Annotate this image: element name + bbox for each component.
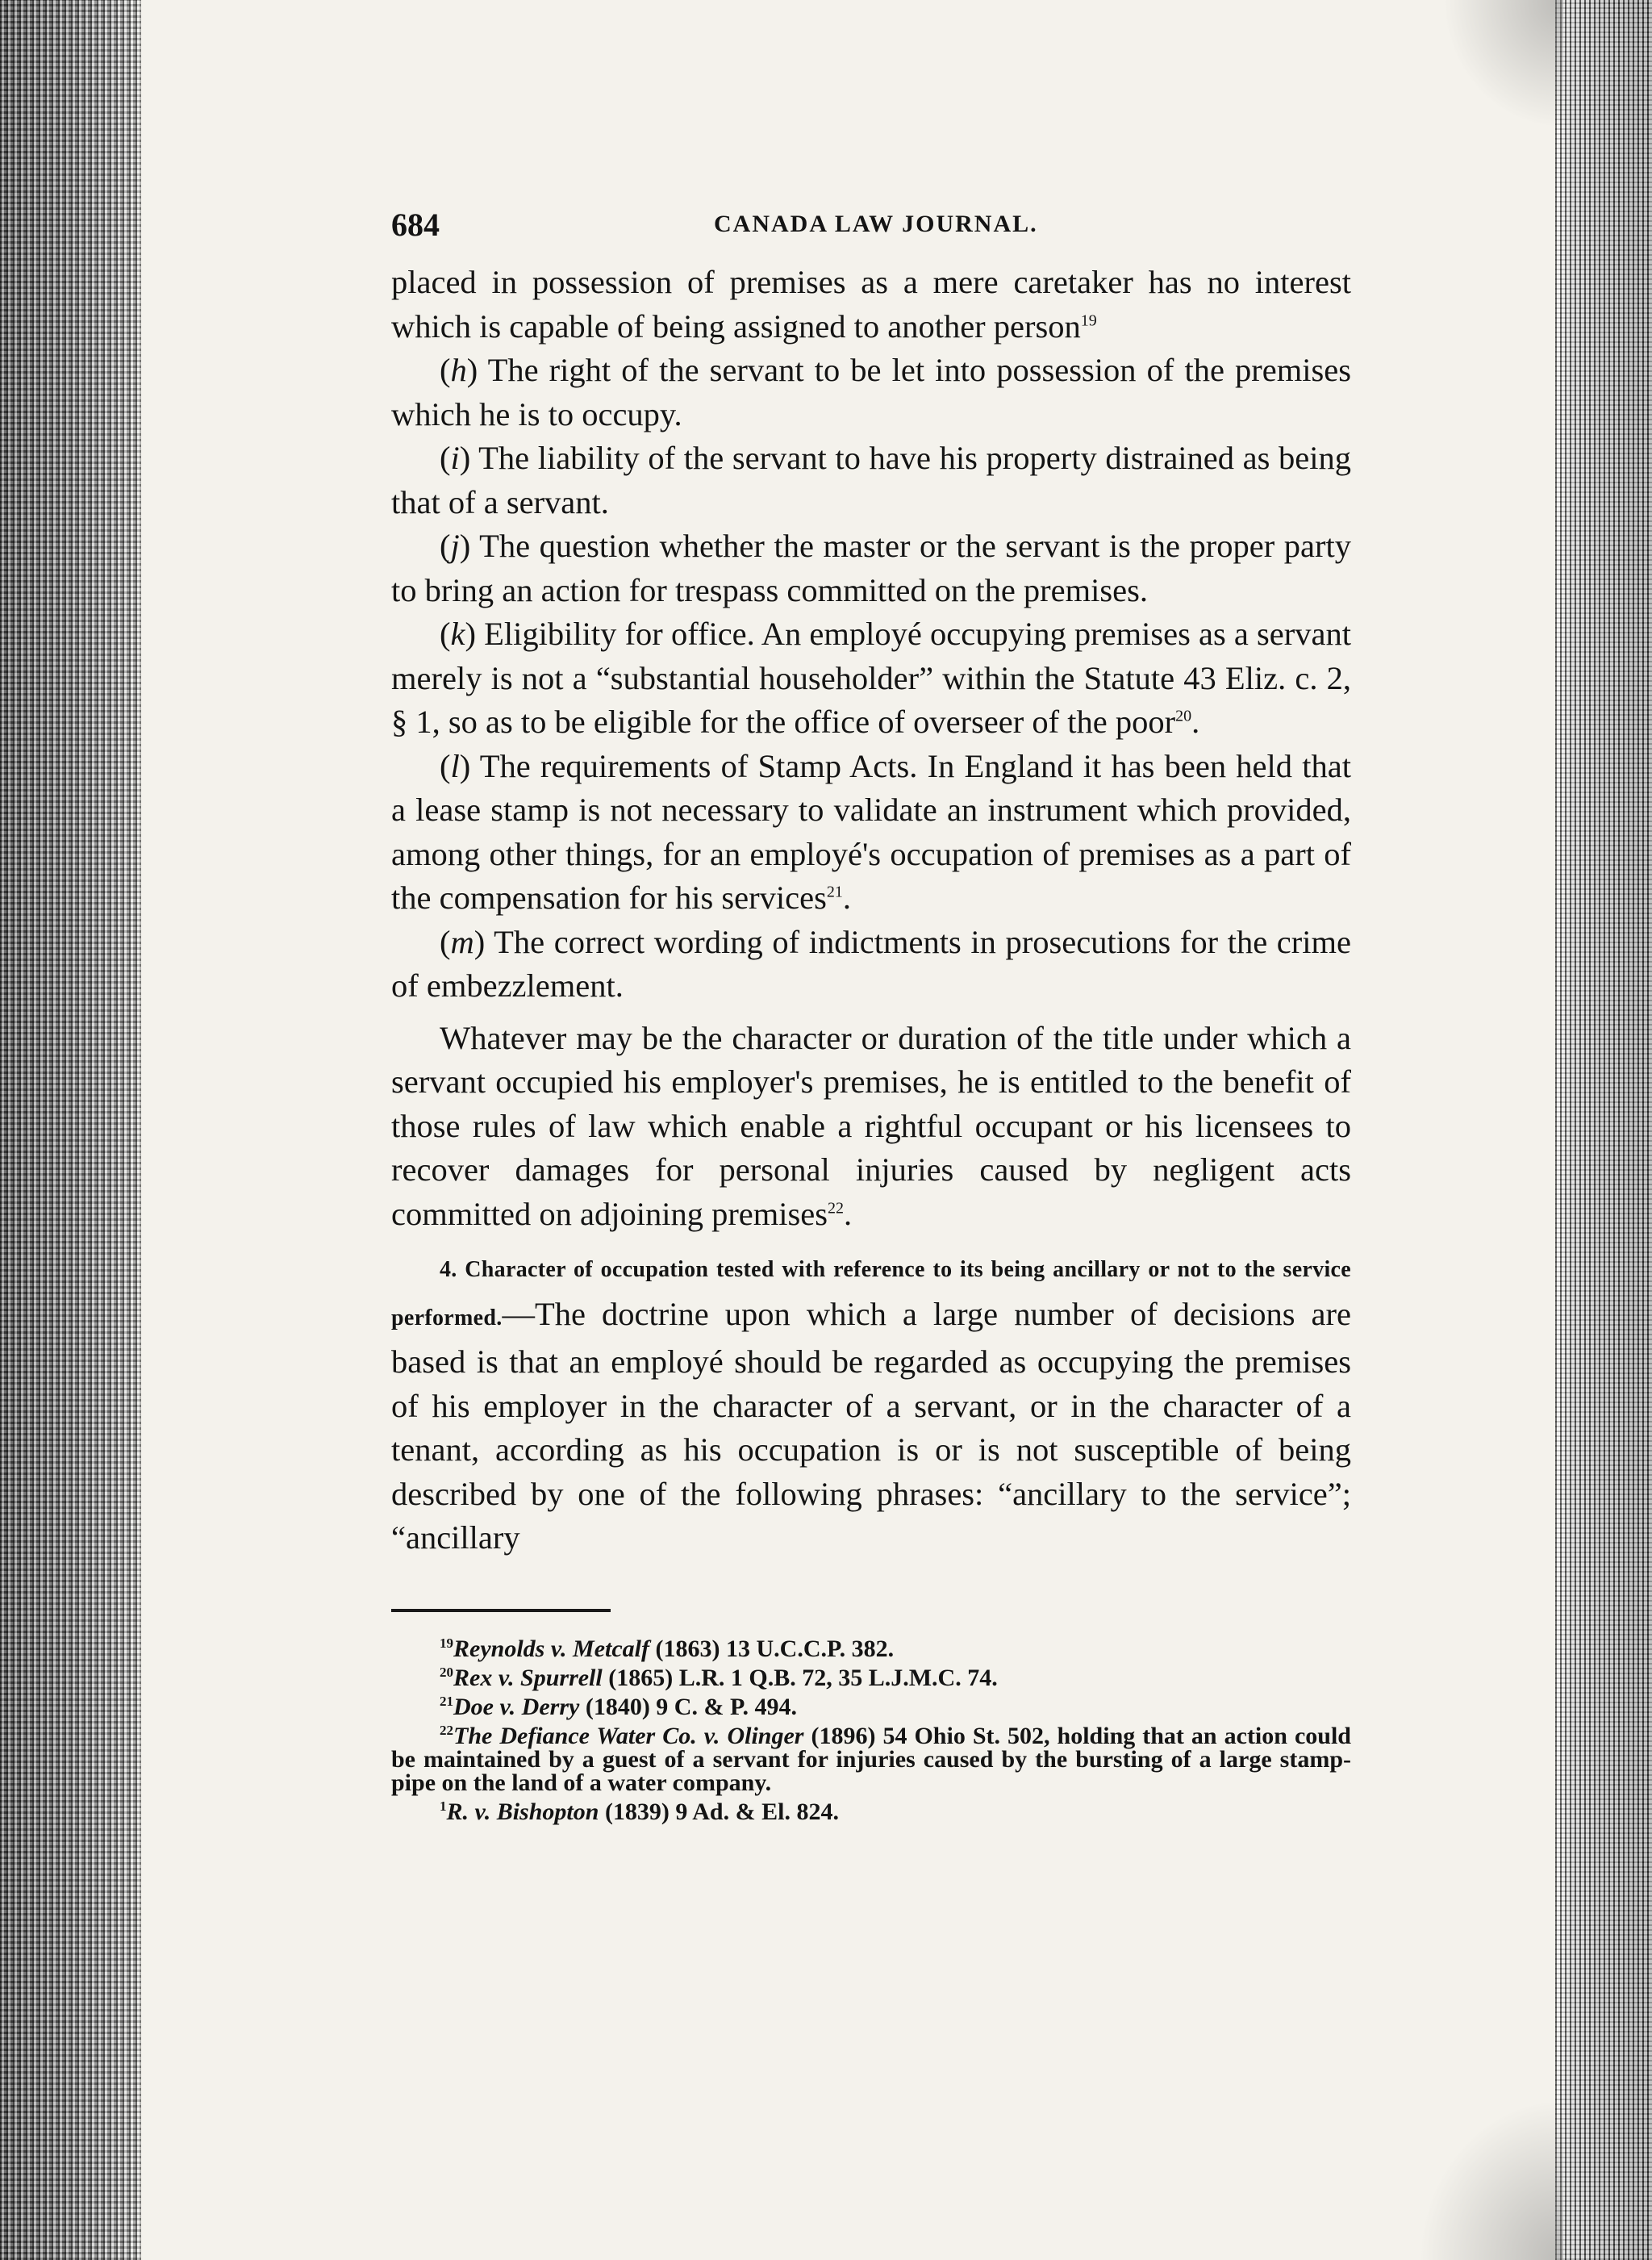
running-head: CANADA LAW JOURNAL.: [714, 211, 1038, 237]
footnote-ref: 22: [828, 1199, 845, 1217]
paragraph-whatever: [391, 1017, 1351, 1237]
footnote-number: 19: [440, 1635, 453, 1651]
footnote-rule: [391, 1609, 611, 1612]
page-header: [391, 206, 1351, 254]
citation: (1839) 9 Ad. & El. 824.: [599, 1798, 839, 1825]
footnote-number: 20: [440, 1664, 453, 1680]
paragraph-text: The liability of the servant to have his property distrained as being that of a servant.: [391, 440, 1351, 520]
paragraph-end: .: [1191, 704, 1200, 740]
footnote: [391, 1719, 1351, 1794]
paragraph-text: Eligibility for office. An employé occupying premises as a servant merely is not a “substantial householder” within the Statute 43 Eliz. c. 2, § 1, so as to be eligible for the office of overseer of the poor: [391, 616, 1351, 740]
citation: (1865) L.R. 1 Q.B. 72, 35 L.J.M.C. 74.: [602, 1664, 998, 1691]
paragraph-h: (h) The right of the servant to be let into possession of the premises which he is to occupy.: [391, 352, 1351, 432]
citation: (1863) 13 U.C.C.P. 382.: [649, 1635, 895, 1662]
paragraph-text: The right of the servant to be let into possession of the premises which he is to occupy.: [391, 352, 1351, 432]
case-name: The Defiance Water Co. v. Olinger: [453, 1722, 804, 1749]
citation: (1840) 9 C. & P. 494.: [579, 1693, 798, 1720]
paragraph-m: (m) The correct wording of indictments in prosecutions for the crime of embezzlement.: [391, 923, 1351, 1004]
footnote: [391, 1794, 1351, 1823]
footnote-ref: 19: [1080, 311, 1097, 329]
footnote-ref: 21: [826, 883, 843, 901]
footnote: [391, 1661, 1351, 1690]
paragraph-text: placed in possession of premises as a mere caretaker has no interest which is capable of being assigned to another person: [391, 264, 1351, 345]
item-marker: m: [450, 923, 474, 960]
paragraph-text: Whatever may be the character or duration of the title under which a servant occupied his employer's premises, he is entitled to the benefit of those rules of law which enable a rightful occupant or his licensees to recover damages for personal injuries caused by negligent acts committed on adjoining premises: [391, 1019, 1351, 1232]
section-heading: 4. Character of occupation tested with reference to its being ancillary or not to the service performed.: [391, 1257, 1351, 1331]
scan-edge-left: [0, 0, 141, 2260]
page-number: 684: [391, 207, 440, 243]
paragraph-i: (i) The liability of the servant to have his property distrained as being that of a servant.: [391, 440, 1351, 520]
footnote-number: 1: [440, 1798, 447, 1814]
paragraph-text: The question whether the master or the servant is the proper party to bring an action for trespass committed on the premises.: [391, 528, 1351, 608]
case-name: R. v. Bishopton: [446, 1798, 599, 1825]
citation: (1896) 54 Ohio St. 502, holding that an action could be maintained by a guest of a servant for injuries caused by the bursting of a large stamp-pipe on the land of a water company.: [391, 1722, 1351, 1796]
paragraph-text: The requirements of Stamp Acts. In England it has been held that a lease stamp is not necessary to validate an instrument which provided, among other things, for an employé's occupation of premises as a part of the compensation for his services: [391, 747, 1351, 916]
body-text: [391, 261, 1351, 1560]
paragraph-end: .: [842, 879, 851, 916]
item-marker: l: [450, 747, 460, 784]
scan-shadow-top: [1442, 0, 1563, 129]
case-name: Doe v. Derry: [453, 1693, 580, 1720]
paragraph-k: (k) Eligibility for office. An employé occupying premises as a servant merely is not a “substantial householder” within the Statute 43 Eliz. c. 2, § 1, so as to be eligible for the office of overseer of the poor$^{20}$.: [391, 616, 1351, 740]
item-marker: j: [450, 528, 460, 564]
paragraph-l: (l) The requirements of Stamp Acts. In England it has been held that a lease stamp is not necessary to validate an instrument which provided, among other things, for an employé's occupation of premises as a part of the compensation for his services$^{21}$.: [391, 747, 1351, 916]
item-marker: i: [450, 440, 460, 476]
footnote-number: 22: [440, 1722, 453, 1738]
scan-shadow-bottom: [1418, 2099, 1563, 2260]
footnotes: [391, 1631, 1351, 1823]
case-name: Reynolds v. Metcalf: [453, 1635, 650, 1662]
scan-edge-right: [1555, 0, 1652, 2260]
paragraph-end: .: [844, 1195, 853, 1232]
item-marker: k: [450, 616, 465, 652]
paragraph-text: The correct wording of indictments in prosecutions for the crime of embezzlement.: [391, 923, 1351, 1004]
footnote: [391, 1631, 1351, 1661]
footnote: [391, 1690, 1351, 1719]
case-name: Rex v. Spurrell: [453, 1664, 603, 1691]
item-marker: h: [450, 352, 467, 388]
journal-page: [391, 206, 1351, 1823]
paragraph-continuation: [391, 261, 1351, 349]
section-text: —The doctrine upon which a large number of decisions are based is that an employé should be regarded as occupying the premises of his employer in the character of a servant, or in the character of a tenant, according as his occupation is or is not susceptible of being described by one of the following phrases: “ancillary to the service”; “ancillary: [391, 1295, 1351, 1556]
section-4: [391, 1244, 1351, 1560]
footnote-ref: 20: [1175, 707, 1192, 725]
footnote-number: 21: [440, 1693, 453, 1709]
paragraph-j: (j) The question whether the master or the servant is the proper party to bring an action for trespass committed on the premises.: [391, 528, 1351, 608]
